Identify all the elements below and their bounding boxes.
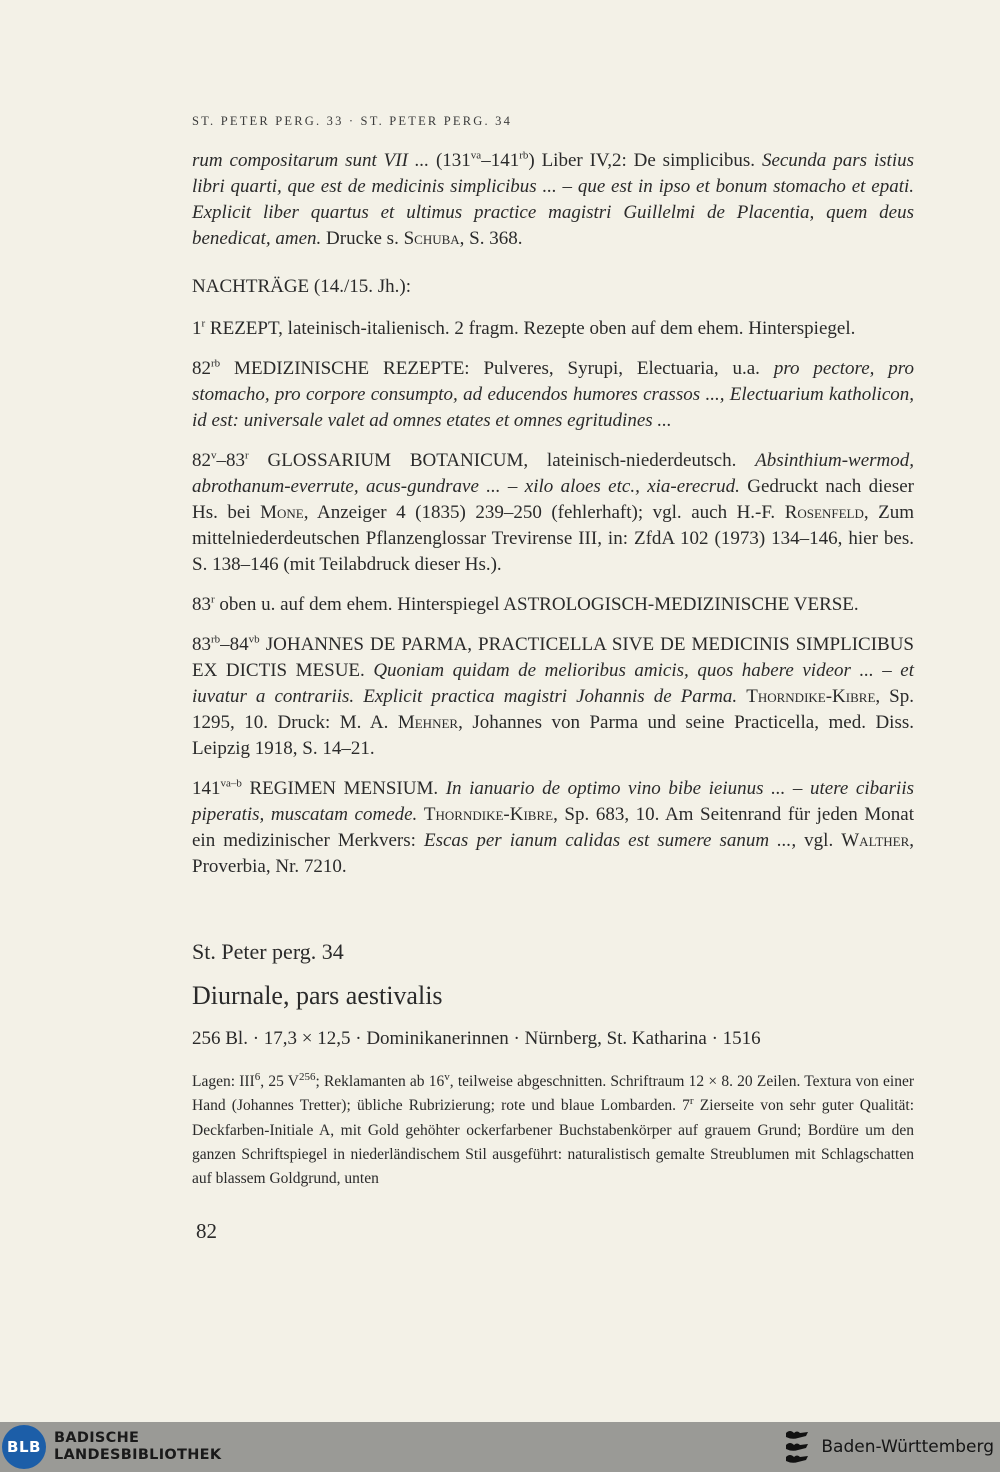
entry-regimen-mensium: $141^{va-b}$ REGIMEN MENSIUM. In ianuario de optimo vino bibe ieiunus ... – utere cibariis piperatis, muscatam comede. Thorndike-Kibre, Sp. 683, 10. Am Seitenrand für jeden Monat ein medizinischer Merkvers: Escas per ianum calidas est sumere sanum ..., vgl. Walther, Proverbia, Nr. 7210. — [192, 777, 915, 877]
blb-logo[interactable] — [2, 1425, 221, 1469]
bw-logo[interactable] — [783, 1428, 994, 1466]
bw-wordmark: Baden-Württemberg — [821, 1437, 994, 1457]
physical-description: Lagen: III$^6$, 25 $V^{256}$; Reklamanten ab 16$^v$, teilweise abgeschnitten. Schriftraum 12 × 8. 20 Zeilen. Textura von einer Hand (Johannes Tretter); übliche Rubrizierung; rote und blaue Lombarden. 7$^r$ Zierseite von sehr guter Qualität: Deckfarben-Initiale A, mit Gold gehöhter ockerfarbener Buchstabenkörper auf grauem Grund; Bordüre um den ganzen Schriftspiegel in niederländischem Stil ausgeführt: naturalistisch gemalte Streublumen mit Schlagschatten auf blassem Goldgrund, unten — [192, 1070, 914, 1188]
entry-astrologisch-verse: 83$^r$ oben u. auf dem ehem. Hinterspiegel ASTROLOGISCH-MEDIZINISCHE VERSE. — [192, 593, 859, 615]
lions-crest-icon — [783, 1428, 813, 1466]
entry-rezept: 1$^r$ REZEPT, lateinisch-italienisch. 2 fragm. Rezepte oben auf dem ehem. Hinterspiegel. — [192, 317, 856, 339]
manuscript-title: Diurnale, pars aestivalis — [192, 981, 443, 1010]
entry-medizinische-rezepte: $82^{rb}$ MEDIZINISCHE REZEPTE: Pulveres, Syrupi, Electuaria, u.a. pro pectore, pro stomacho, pro corpore consumpto, ad educendos humores crassos ..., Electuarium katholicon, id est: universale valet ad omnes etates et omnes egritudines ... — [192, 357, 914, 431]
page-number: 82 — [196, 1219, 217, 1243]
entry-johannes-de-parma: $83^{rb}-84^{vb}$ JOHANNES DE PARMA, PRACTICELLA SIVE DE MEDICINIS SIMPLICIBUS EX DICTIS MESUE. Quoniam quidam de melioribus amicis, quos habere videor ... – et iuvatur a contrariis. Explicit practica magistri Johannis de Parma. Thorndike-Kibre, Sp. 1295, 10. Druck: M. A. Mehner, Johannes von Parma und seine Practicella, med. Diss. Leipzig 1918, S. 14–21. — [192, 633, 914, 759]
section-heading-nachtraege: NACHTRÄGE (14./15. Jh.): — [192, 276, 412, 297]
entry-glossarium-botanicum: 82$^v$–83$^r$ GLOSSARIUM BOTANICUM, lateinisch-niederdeutsch. Absinthium-wermod, abrothanum-everrute, acus-gundrave ... – xilo aloes etc., xia-erecrud. Gedruckt nach dieser Hs. bei Mone, Anzeiger 4 (1835) 239–250 (fehlerhaft); vgl. auch H.-F. Rosenfeld, Zum mittelniederdeutschen Pflanzenglossar Trevirense III, in: ZfdA 102 (1973) 134–146, hier bes. S. 138–146 (mit Teilabdruck dieser Hs.). — [192, 449, 915, 575]
blb-wordmark: BADISCHE LANDESBIBLIOTHEK — [54, 1430, 222, 1463]
blb-badge-icon: BLB — [2, 1425, 46, 1469]
manuscript-metadata: 256 Bl. · 17,3 × 12,5 · Dominikanerinnen · Nürnberg, St. Katharina · 1516 — [192, 1028, 761, 1049]
shelfmark-heading: St. Peter perg. 34 — [192, 939, 344, 964]
paragraph-continuation: rum compositarum sunt VII ... $(131^{va}-141^{rb})$ Liber IV,2: De simplicibus. Secunda pars istius libri quarti, que est de medicinis simplicibus ... – que est in ipso et bonum stomacho et epati. Explicit liber quartus et ultimus practice magistri Guillelmi de Placentia, quem deus benedicat, amen. Drucke s. Schuba, S. 368. — [192, 149, 914, 249]
footer-bar — [0, 1422, 1000, 1472]
page-content — [192, 148, 914, 1205]
running-head: ST. PETER PERG. 33 · ST. PETER PERG. 34 — [192, 114, 513, 128]
